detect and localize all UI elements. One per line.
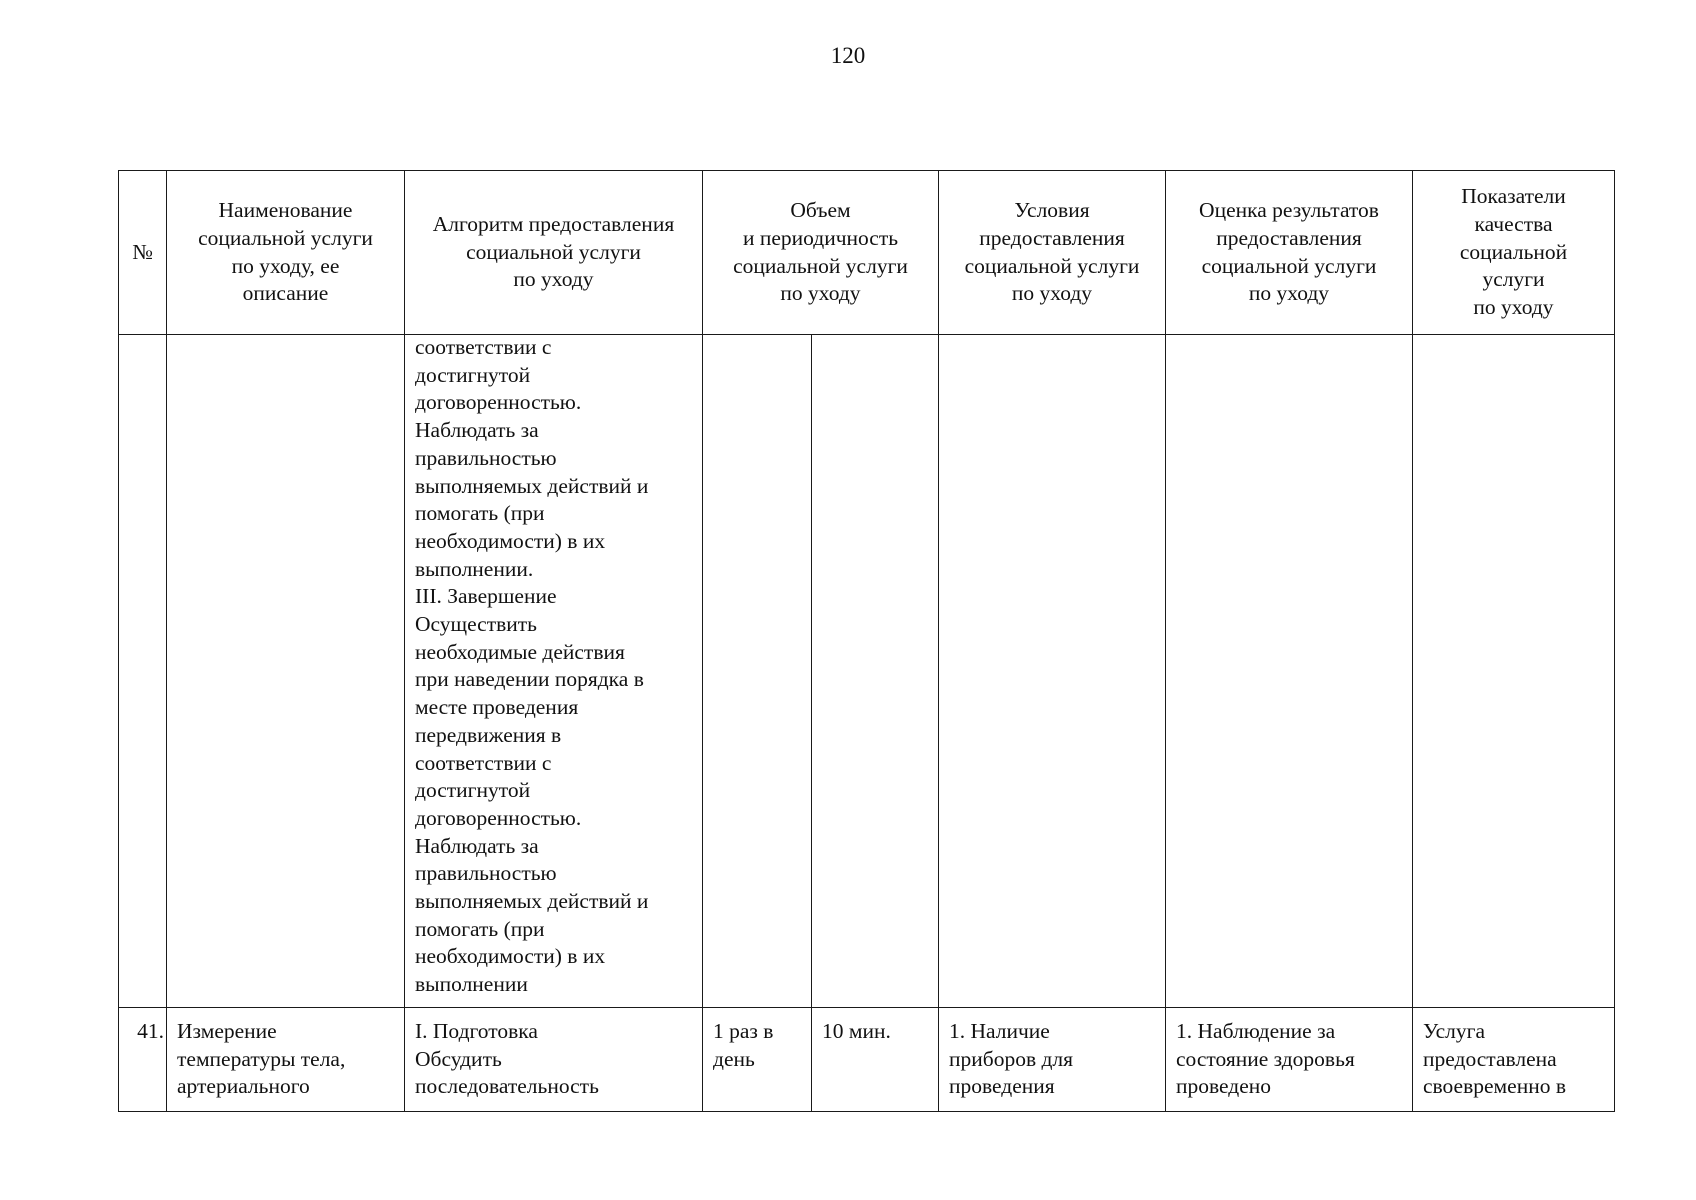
cell-frequency: 1 раз в день <box>703 1008 812 1112</box>
cell-conditions <box>939 335 1166 1008</box>
cell-name: Измерение температуры тела, артериального <box>167 1008 405 1112</box>
header-num: № <box>119 171 167 335</box>
table-header-row <box>119 171 1615 335</box>
cell-quality <box>1413 335 1615 1008</box>
page-number: 120 <box>830 43 866 68</box>
cell-name <box>167 335 405 1008</box>
cell-evaluation: 1. Наблюдение за состояние здоровья проведено <box>1166 1008 1413 1112</box>
cell-algorithm: I. Подготовка Обсудить последовательность <box>405 1008 703 1112</box>
header-algorithm: Алгоритм предоставления социальной услуги по уходу <box>405 171 703 335</box>
cell-conditions: 1. Наличие приборов для проведения <box>939 1008 1166 1112</box>
cell-duration: 10 мин. <box>812 1008 939 1112</box>
cell-num: 41. <box>119 1008 167 1112</box>
cell-quality: Услуга предоставлена своевременно в <box>1413 1008 1615 1112</box>
cell-evaluation <box>1166 335 1413 1008</box>
cell-frequency <box>703 335 812 1008</box>
cell-duration <box>812 335 939 1008</box>
cell-algorithm: соответствии с достигнутой договоренностью. Наблюдать за правильностью выполняемых действий и помогать (при необходимости) в их выполнении. III. Завершение Осуществить необходимые действия при наведении порядка в месте проведения передвижения в соответствии с достигнутой договоренностью. Наблюдать за правильностью выполняемых действий и помогать (при необходимости) в их выполнении <box>405 335 703 1008</box>
header-quality: Показатели качества социальной услуги по уходу <box>1413 171 1615 335</box>
service-table <box>118 170 1615 1112</box>
header-volume: Объем и периодичность социальной услуги по уходу <box>703 171 939 335</box>
header-evaluation: Оценка результатов предоставления социальной услуги по уходу <box>1166 171 1413 335</box>
header-conditions: Условия предоставления социальной услуги по уходу <box>939 171 1166 335</box>
table-row <box>119 1008 1615 1112</box>
cell-num <box>119 335 167 1008</box>
header-name: Наименование социальной услуги по уходу, ее описание <box>167 171 405 335</box>
table-row <box>119 335 1615 1008</box>
